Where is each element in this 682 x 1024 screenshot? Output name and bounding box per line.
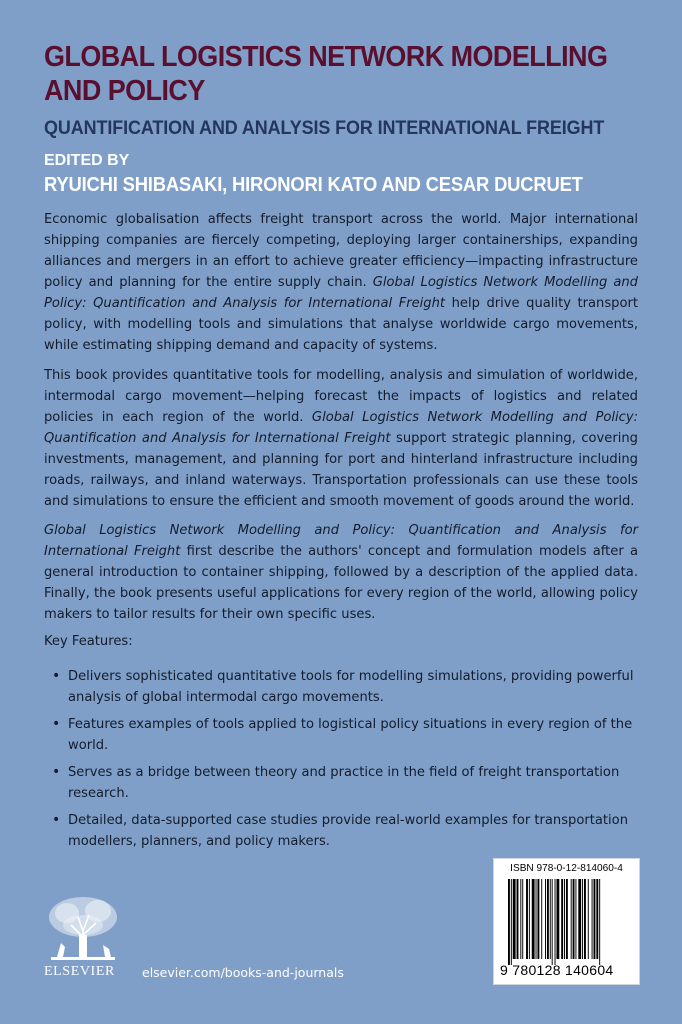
barcode-bar: [588, 879, 589, 959]
features-list: [44, 666, 634, 858]
barcode-bar: [552, 879, 553, 965]
book-subtitle: QUANTIFICATION AND ANALYSIS FOR INTERNATIONAL FREIGHT: [44, 117, 605, 139]
paragraph-text: This book provides quantitative tools for modelling, analysis and simulation of worldwide, intermodal cargo movement—helping forecast the impacts of logistics and related policies in each region of the world.: [44, 368, 638, 425]
barcode-bar: [582, 879, 583, 959]
paragraph-text: support strategic planning, covering investments, management, and planning for port and hinterland infrastructure including roads, railways, and inland waterways. Transportation professionals can use these tools and simulations to ensure the efficient and smooth movement of goods around the world.: [44, 431, 638, 509]
description-paragraph-2: [44, 365, 638, 512]
key-features-heading: Key Features:: [44, 634, 133, 649]
book-title-italic: Global Logistics Network Modelling and Policy: Quantification and Analysis for International Freight: [44, 523, 638, 559]
barcode-bar: [545, 879, 546, 959]
barcode-bar: [592, 879, 593, 959]
barcode-bar: [594, 879, 596, 959]
feature-item: • Detailed, data-supported case studies provide real-world examples for transportation modellers, planners, and policy makers.: [44, 810, 634, 852]
barcode-bar: [536, 879, 537, 959]
barcode-bar: [596, 879, 598, 959]
barcode-bar: [517, 879, 519, 959]
barcode-bar: [584, 879, 586, 959]
book-title-italic: Global Logistics Network Modelling and Policy: Quantification and Analysis for International Freight: [44, 275, 638, 311]
book-title: GLOBAL LOGISTICS NETWORK MODELLING AND POLICY: [44, 41, 608, 107]
barcode-bar: [573, 879, 575, 959]
publisher-url[interactable]: elsevier.com/books-and-journals: [142, 965, 344, 980]
barcode-bar: [575, 879, 576, 959]
barcode-bar: [508, 879, 510, 965]
paragraph-text: first describe the authors' concept and formulation models after a general introduction to container shipping, followed by a description of the applied data. Finally, the book presents useful applications for every region of the world, allowing policy makers to tailor results for their own specific uses.: [44, 544, 638, 622]
barcode-bar: [520, 879, 521, 959]
description-paragraph-3: [44, 520, 638, 625]
barcode-bars: [506, 879, 630, 965]
barcode-bar: [526, 879, 528, 959]
barcode-bar: [550, 879, 551, 959]
paragraph-text: help drive quality transport policy, with modelling tools and simulations that analyse worldwide cargo movements, while estimating shipping demand and capacity of systems.: [44, 296, 639, 353]
barcode-bar: [599, 879, 600, 965]
barcode-bar: [566, 879, 568, 959]
barcode-bar: [571, 879, 572, 959]
barcode-bar: [541, 879, 542, 959]
paragraph-text: Economic globalisation affects freight transport across the world. Major international shipping companies are fiercely competing, deploying larger containerships, expanding alliances and mergers in an effort to achieve greater efficiency—impacting infrastructure policy and planning for the entire supply chain.: [44, 212, 638, 290]
barcode: [493, 858, 640, 985]
barcode-bar: [529, 879, 530, 959]
barcode-bar: [561, 879, 563, 959]
barcode-bar: [537, 879, 539, 959]
barcode-bar: [511, 879, 512, 965]
barcode-bar: [532, 879, 535, 959]
edited-by-label: EDITED BY: [44, 152, 130, 169]
feature-item: • Delivers sophisticated quantitative tools for modelling simulations, providing powerful analysis of global intermodal cargo movements.: [44, 666, 634, 708]
book-title-italic: Global Logistics Network Modelling and Policy: Quantification and Analysis for International Freight: [44, 410, 638, 446]
publisher-name: ELSEVIER: [44, 964, 115, 979]
barcode-bar: [564, 879, 565, 959]
feature-item: • Features examples of tools applied to logistical policy situations in every region of the world.: [44, 714, 634, 756]
elsevier-tree-logo-icon: [43, 895, 123, 965]
feature-item: • Serves as a bridge between theory and practice in the field of freight transportation research.: [44, 762, 634, 804]
barcode-bar: [555, 879, 556, 965]
barcode-bar: [522, 879, 523, 959]
isbn-text: ISBN 978-0-12-814060-4: [510, 862, 623, 874]
description-paragraph-1: [44, 209, 638, 356]
barcode-bar: [513, 879, 516, 959]
ean-digits: 9 780128 140604: [500, 962, 614, 978]
authors: RYUICHI SHIBASAKI, HIRONORI KATO AND CESAR DUCRUET: [44, 174, 583, 196]
barcode-bar: [547, 879, 549, 959]
barcode-bar: [556, 879, 559, 959]
barcode-bar: [578, 879, 581, 959]
